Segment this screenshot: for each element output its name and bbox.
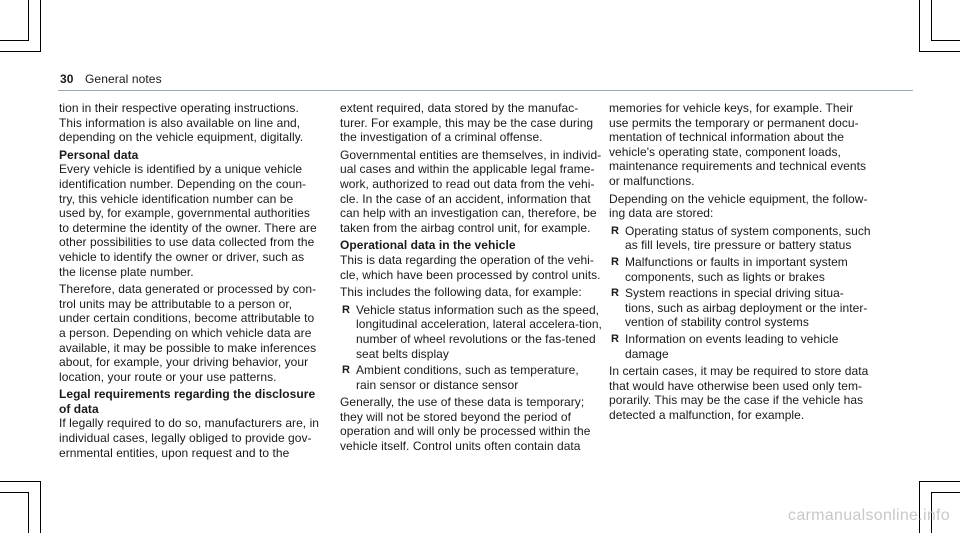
bullet-icon: R	[611, 332, 619, 345]
text-column-1	[59, 101, 321, 463]
crop-mark	[931, 0, 932, 41]
list-item: R Ambient conditions, such as temperature, rain sensor or distance sensor	[342, 363, 579, 392]
crop-mark	[28, 0, 29, 41]
heading-legal-requirements: Legal requirements regarding the disclosure of data	[59, 387, 316, 416]
bullet-icon: R	[611, 287, 619, 300]
page-number: 30	[60, 72, 74, 86]
text-column-2	[340, 101, 602, 457]
paragraph: In certain cases, it may be required to store data that would have otherwise been used only tem-porarily. This may be the case if the vehicle has detected a malfunction, for example.	[609, 364, 869, 422]
crop-mark	[0, 40, 28, 41]
bullet-list	[340, 303, 602, 393]
crop-mark	[931, 40, 960, 41]
paragraph: Generally, the use of these data is temporary; they will not be stored beyond the period of operation and will only be processed within the vehicle itself. Control units often contain data	[340, 395, 591, 454]
text-column-3	[609, 101, 871, 425]
crop-mark	[0, 492, 28, 493]
paragraph: Every vehicle is identified by a unique vehicle identification number. Depending on the coun-try, this vehicle identification number can be used by, for example, governmental authorities to determine the identity of the owner. There are other possibilities to use data collected from the vehicle to identify the owner or driver, such as the license plate number.	[59, 162, 317, 279]
crop-mark	[919, 0, 920, 52]
paragraph: Governmental entities are themselves, in individ-ual cases and within the applicable legal frame-work, authorized to read out data from the vehi-cle. In the case of an accident, information that can help with an investigation can, therefore, be taken from the airbag control unit, for example.	[340, 147, 602, 235]
paragraph: Therefore, data generated or processed by con-trol units may be attributable to a person or, under certain conditions, become attributable to a person. Depending on which vehicle data are available, it may be possible to make inferences about, for example, your driving behavior, your location, your route or your use patterns.	[59, 282, 317, 384]
crop-mark	[40, 481, 41, 533]
bullet-list	[609, 224, 871, 361]
page-header	[60, 72, 162, 86]
paragraph: memories for vehicle keys, for example. Their use permits the temporary or permanent docu-mentation of technical information about the vehicle's operating state, component loads, maintenance requirements and technical events or malfunctions.	[609, 101, 867, 188]
crop-mark	[40, 0, 41, 52]
crop-mark	[919, 481, 960, 482]
list-item: R Malfunctions or faults in important system components, such as lights or brakes	[611, 254, 848, 284]
bullet-icon: R	[611, 255, 619, 268]
bullet-icon: R	[611, 224, 619, 237]
crop-mark	[931, 492, 960, 493]
heading-operational-data: Operational data in the vehicle	[340, 238, 516, 253]
list-item: R Operating status of system components, such as fill levels, tire pressure or battery status	[611, 223, 871, 253]
list-item: R System reactions in special driving situa-tions, such as airbag deployment or the inter-vention of stability control systems	[611, 286, 868, 330]
list-item: R Information on events leading to vehicle damage	[611, 331, 839, 361]
crop-mark	[919, 51, 960, 52]
paragraph: This includes the following data, for example:	[340, 285, 582, 300]
header-divider	[58, 90, 913, 91]
paragraph: Depending on the vehicle equipment, the follow-ing data are stored:	[609, 191, 868, 221]
paragraph: If legally required to do so, manufacturers are, in individual cases, legally obliged to provide gov-ernmental entities, upon request and to the	[59, 416, 320, 460]
list-item: R Vehicle status information such as the speed, longitudinal acceleration, lateral accelera-tion, number of wheel revolutions or the fas-tened seat belts display	[342, 302, 602, 361]
paragraph: This is data regarding the operation of the vehi-cle, which have been processed by control units.	[340, 252, 601, 282]
paragraph: extent required, data stored by the manufac-turer. For example, this may be the case during the investigation of a criminal offense.	[340, 101, 594, 145]
bullet-icon: R	[342, 303, 350, 316]
crop-mark	[0, 51, 41, 52]
crop-mark	[28, 492, 29, 533]
bullet-icon: R	[342, 364, 350, 377]
section-title: General notes	[85, 72, 162, 86]
paragraph: tion in their respective operating instructions. This information is also available on line and, depending on the vehicle equipment, digitally.	[59, 101, 304, 145]
crop-mark	[0, 481, 41, 482]
watermark: carmanualsonline.info	[788, 507, 950, 524]
heading-personal-data: Personal data	[59, 147, 139, 162]
